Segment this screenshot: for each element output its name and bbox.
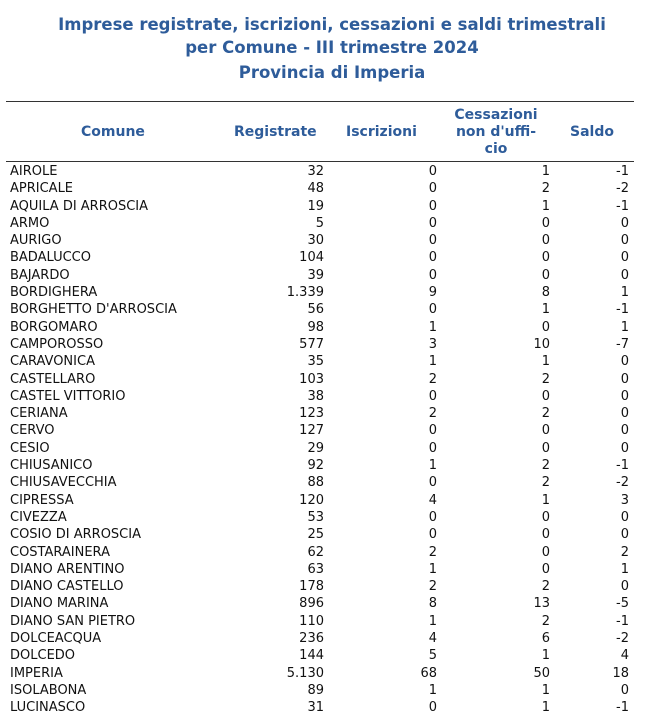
cell-saldo: 2: [620, 544, 629, 560]
table-row: [0, 319, 664, 336]
table-row: [0, 699, 664, 716]
table-row: [0, 249, 664, 266]
table-row: [0, 440, 664, 457]
table-row: [0, 595, 664, 612]
cell-iscrizioni: 0: [428, 215, 437, 231]
cell-saldo: 0: [620, 354, 629, 370]
table-row: [0, 561, 664, 578]
cell-cessazioni: 1: [541, 164, 550, 179]
cell-cessazioni: 1: [541, 700, 550, 716]
cell-iscrizioni: 1: [428, 613, 437, 629]
cell-comune: CERIANA: [10, 406, 68, 422]
cell-iscrizioni: 0: [428, 198, 437, 214]
table-row: [0, 215, 664, 232]
page-subtitle: per Comune - III trimestre 2024: [185, 38, 479, 57]
cell-registrate: 32: [307, 164, 324, 179]
table-row: [0, 284, 664, 301]
cell-saldo: 0: [620, 250, 629, 266]
cell-comune: CASTEL VITTORIO: [10, 388, 126, 404]
cell-registrate: 39: [307, 267, 324, 283]
cell-saldo: -1: [616, 458, 629, 474]
cell-iscrizioni: 4: [428, 631, 437, 647]
table-row: [0, 422, 664, 439]
table-row: [0, 630, 664, 647]
cell-iscrizioni: 68: [420, 665, 437, 681]
cell-saldo: -1: [616, 164, 629, 179]
cell-comune: CHIUSANICO: [10, 458, 93, 474]
cell-comune: CARAVONICA: [10, 354, 95, 370]
cell-comune: CERVO: [10, 423, 55, 439]
cell-comune: COSTARAINERA: [10, 544, 110, 560]
cell-registrate: 38: [307, 388, 324, 404]
cell-cessazioni: 2: [541, 181, 550, 197]
cell-cessazioni: 0: [541, 388, 550, 404]
cell-saldo: -1: [616, 700, 629, 716]
cell-cessazioni: 2: [541, 613, 550, 629]
cell-cessazioni: 2: [541, 579, 550, 595]
cell-cessazioni: 0: [541, 215, 550, 231]
cell-iscrizioni: 0: [428, 440, 437, 456]
cell-iscrizioni: 0: [428, 233, 437, 249]
cell-registrate: 25: [307, 527, 324, 543]
table-row: [0, 457, 664, 474]
cell-saldo: 0: [620, 682, 629, 698]
cell-iscrizioni: 0: [428, 700, 437, 716]
cell-comune: IMPERIA: [10, 665, 63, 681]
table-row: [0, 353, 664, 370]
cell-iscrizioni: 0: [428, 302, 437, 318]
table-row: [0, 578, 664, 595]
cell-cessazioni: 0: [541, 527, 550, 543]
cell-iscrizioni: 5: [428, 648, 437, 664]
cell-iscrizioni: 2: [428, 406, 437, 422]
cell-iscrizioni: 1: [428, 458, 437, 474]
cell-saldo: -5: [616, 596, 629, 612]
cell-iscrizioni: 8: [428, 596, 437, 612]
cell-iscrizioni: 0: [428, 250, 437, 266]
column-header-registrate: Registrate: [234, 124, 317, 140]
cell-registrate: 178: [299, 579, 324, 595]
cell-cessazioni: 2: [541, 406, 550, 422]
cell-cessazioni: 2: [541, 475, 550, 491]
cell-comune: BORDIGHERA: [10, 285, 98, 301]
cell-cessazioni: 0: [541, 561, 550, 577]
cell-iscrizioni: 2: [428, 579, 437, 595]
column-header-cessazioni-line1: Cessazioni: [454, 107, 538, 123]
cell-iscrizioni: 3: [428, 336, 437, 352]
cell-registrate: 56: [307, 302, 324, 318]
cell-registrate: 63: [307, 561, 324, 577]
cell-saldo: 0: [620, 440, 629, 456]
cell-iscrizioni: 0: [428, 388, 437, 404]
cell-cessazioni: 0: [541, 319, 550, 335]
table-row: [0, 301, 664, 318]
cell-saldo: 0: [620, 215, 629, 231]
cell-cessazioni: 0: [541, 440, 550, 456]
cell-comune: CAMPOROSSO: [10, 336, 104, 352]
cell-iscrizioni: 0: [428, 267, 437, 283]
cell-comune: DIANO MARINA: [10, 596, 109, 612]
cell-cessazioni: 10: [533, 336, 550, 352]
cell-cessazioni: 0: [541, 250, 550, 266]
cell-registrate: 123: [299, 406, 324, 422]
cell-comune: DIANO CASTELLO: [10, 579, 124, 595]
cell-comune: ARMO: [10, 215, 50, 231]
cell-iscrizioni: 0: [428, 475, 437, 491]
cell-saldo: -1: [616, 302, 629, 318]
cell-registrate: 144: [299, 648, 324, 664]
cell-iscrizioni: 0: [428, 423, 437, 439]
cell-comune: APRICALE: [10, 181, 74, 197]
cell-registrate: 62: [307, 544, 324, 560]
cell-cessazioni: 6: [541, 631, 550, 647]
cell-comune: DOLCEDO: [10, 648, 76, 664]
cell-saldo: -2: [616, 631, 629, 647]
table-row: [0, 180, 664, 197]
cell-registrate: 236: [299, 631, 324, 647]
cell-cessazioni: 1: [541, 648, 550, 664]
table-row: [0, 371, 664, 388]
cell-comune: CIPRESSA: [10, 492, 74, 508]
cell-registrate: 5: [315, 215, 324, 231]
cell-comune: COSIO DI ARROSCIA: [10, 527, 141, 543]
cell-registrate: 48: [307, 181, 324, 197]
cell-comune: CIVEZZA: [10, 509, 67, 525]
cell-cessazioni: 1: [541, 302, 550, 318]
cell-comune: DOLCEACQUA: [10, 631, 102, 647]
cell-cessazioni: 1: [541, 354, 550, 370]
cell-saldo: 18: [612, 665, 629, 681]
cell-saldo: 3: [620, 492, 629, 508]
cell-cessazioni: 0: [541, 544, 550, 560]
cell-registrate: 30: [307, 233, 324, 249]
table-row: [0, 509, 664, 526]
table-row: [0, 526, 664, 543]
cell-saldo: -2: [616, 181, 629, 197]
cell-registrate: 31: [307, 700, 324, 716]
column-header-cessazioni-line2: non d'uffi-: [455, 124, 537, 140]
cell-comune: AIROLE: [10, 164, 58, 179]
cell-saldo: 1: [620, 561, 629, 577]
cell-iscrizioni: 4: [428, 492, 437, 508]
cell-saldo: 4: [620, 648, 629, 664]
cell-saldo: 0: [620, 233, 629, 249]
cell-iscrizioni: 0: [428, 181, 437, 197]
cell-comune: CASTELLARO: [10, 371, 96, 387]
table-row: [0, 232, 664, 249]
table-row: [0, 198, 664, 215]
cell-comune: ISOLABONA: [10, 682, 87, 698]
table-row: [0, 336, 664, 353]
column-header-iscrizioni: Iscrizioni: [346, 124, 417, 140]
cell-comune: BORGOMARO: [10, 319, 98, 335]
table-header-rule: [6, 161, 634, 162]
table-body: [0, 163, 664, 717]
cell-cessazioni: 50: [533, 665, 550, 681]
cell-registrate: 896: [299, 596, 324, 612]
cell-registrate: 92: [307, 458, 324, 474]
cell-cessazioni: 1: [541, 492, 550, 508]
table-row: [0, 267, 664, 284]
cell-saldo: 0: [620, 406, 629, 422]
cell-saldo: 0: [620, 388, 629, 404]
cell-iscrizioni: 2: [428, 371, 437, 387]
cell-saldo: -2: [616, 475, 629, 491]
cell-comune: BAJARDO: [10, 267, 70, 283]
cell-registrate: 110: [299, 613, 324, 629]
cell-comune: BORGHETTO D'ARROSCIA: [10, 302, 177, 318]
cell-comune: LUCINASCO: [10, 700, 86, 716]
cell-cessazioni: 13: [533, 596, 550, 612]
cell-registrate: 103: [299, 371, 324, 387]
table-row: [0, 388, 664, 405]
cell-iscrizioni: 0: [428, 509, 437, 525]
page-title: Imprese registrate, iscrizioni, cessazioni e saldi trimestrali: [58, 15, 606, 34]
table-row: [0, 613, 664, 630]
cell-comune: DIANO SAN PIETRO: [10, 613, 136, 629]
cell-comune: BADALUCCO: [10, 250, 91, 266]
cell-comune: AQUILA DI ARROSCIA: [10, 198, 149, 214]
province-title: Provincia di Imperia: [238, 63, 426, 82]
cell-registrate: 19: [307, 198, 324, 214]
cell-registrate: 89: [307, 682, 324, 698]
cell-iscrizioni: 0: [428, 527, 437, 543]
cell-iscrizioni: 1: [428, 682, 437, 698]
cell-registrate: 29: [307, 440, 324, 456]
cell-registrate: 127: [299, 423, 324, 439]
cell-iscrizioni: 1: [428, 319, 437, 335]
cell-registrate: 1.339: [286, 285, 324, 301]
cell-comune: CHIUSAVECCHIA: [10, 475, 117, 491]
column-header-cessazioni-line3: cio: [484, 141, 508, 157]
cell-saldo: -1: [616, 613, 629, 629]
cell-cessazioni: 2: [541, 458, 550, 474]
cell-cessazioni: 0: [541, 509, 550, 525]
cell-saldo: 0: [620, 527, 629, 543]
cell-cessazioni: 1: [541, 198, 550, 214]
cell-cessazioni: 8: [541, 285, 550, 301]
cell-comune: CESIO: [10, 440, 50, 456]
cell-comune: AURIGO: [10, 233, 62, 249]
cell-iscrizioni: 2: [428, 544, 437, 560]
column-header-cessazioni: [440, 107, 552, 158]
table-row: [0, 647, 664, 664]
cell-saldo: -1: [616, 198, 629, 214]
cell-registrate: 5.130: [286, 665, 324, 681]
cell-registrate: 104: [299, 250, 324, 266]
cell-saldo: 0: [620, 267, 629, 283]
cell-comune: DIANO ARENTINO: [10, 561, 125, 577]
table-row: [0, 544, 664, 561]
table-row: [0, 474, 664, 491]
table-row: [0, 492, 664, 509]
cell-cessazioni: 2: [541, 371, 550, 387]
cell-registrate: 35: [307, 354, 324, 370]
cell-cessazioni: 0: [541, 267, 550, 283]
column-header-saldo: Saldo: [570, 124, 614, 140]
cell-registrate: 120: [299, 492, 324, 508]
cell-iscrizioni: 1: [428, 561, 437, 577]
table-row: [0, 163, 664, 180]
cell-saldo: 0: [620, 423, 629, 439]
table-top-rule: [6, 101, 634, 102]
table-row: [0, 665, 664, 682]
cell-registrate: 53: [307, 509, 324, 525]
cell-cessazioni: 0: [541, 233, 550, 249]
cell-iscrizioni: 1: [428, 354, 437, 370]
cell-saldo: -7: [616, 336, 629, 352]
cell-cessazioni: 1: [541, 682, 550, 698]
cell-cessazioni: 0: [541, 423, 550, 439]
cell-iscrizioni: 0: [428, 164, 437, 179]
cell-saldo: 0: [620, 509, 629, 525]
cell-iscrizioni: 9: [428, 285, 437, 301]
cell-saldo: 0: [620, 579, 629, 595]
cell-saldo: 1: [620, 319, 629, 335]
table-row: [0, 405, 664, 422]
cell-saldo: 1: [620, 285, 629, 301]
cell-registrate: 577: [299, 336, 324, 352]
cell-registrate: 88: [307, 475, 324, 491]
column-header-comune: Comune: [81, 124, 145, 140]
table-row: [0, 682, 664, 699]
cell-saldo: 0: [620, 371, 629, 387]
cell-registrate: 98: [307, 319, 324, 335]
